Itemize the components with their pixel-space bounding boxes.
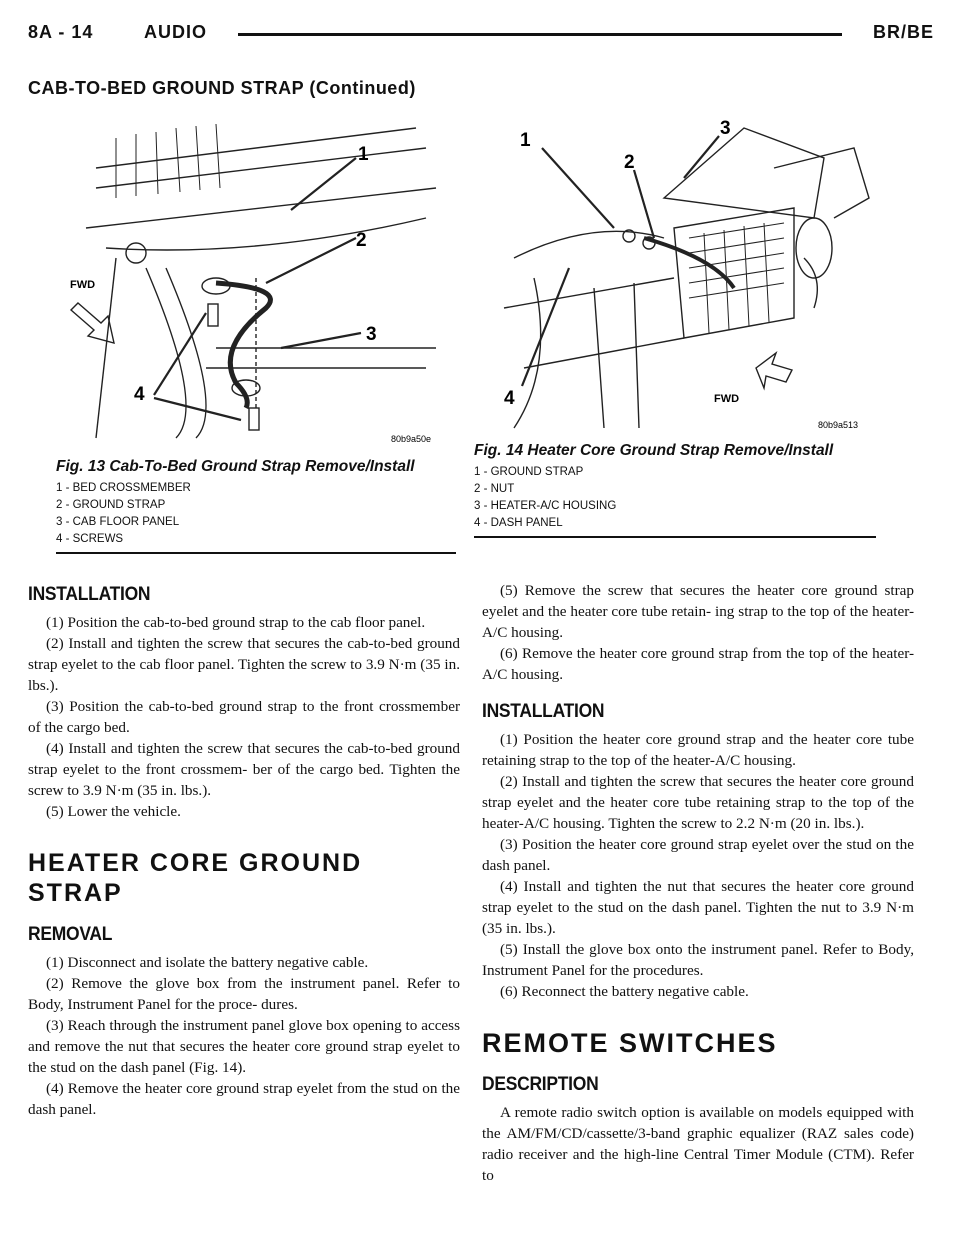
remote-switches-heading: REMOTE SWITCHES: [482, 1028, 778, 1058]
legend-item: 1 - BED CROSSMEMBER: [56, 482, 191, 494]
heater-core-heading: HEATER CORE GROUND STRAP: [28, 849, 363, 907]
removal-heading: REMOVAL: [28, 924, 113, 945]
installation-step: (6) Reconnect the battery negative cable.: [500, 983, 749, 1000]
figure-13: [56, 108, 456, 554]
legend-item: 2 - NUT: [474, 483, 515, 495]
callout-3: 3: [720, 118, 731, 139]
figure-14: [474, 108, 876, 538]
removal-step: (6) Remove the heater core ground strap from the top of the heater-A/C housing.: [482, 645, 914, 683]
installation-step: (3) Position the heater core ground strap eyelet over the stud on the dash panel.: [482, 836, 914, 874]
page-header: [28, 22, 934, 62]
right-column: [482, 580, 914, 1186]
removal-step: (1) Disconnect and isolate the battery negative cable.: [46, 954, 369, 971]
installation-step: (5) Install the glove box onto the instrument panel. Refer to Body, Instrument Panel for the procedures.: [482, 941, 914, 979]
callout-4: 4: [134, 384, 145, 405]
section-name: AUDIO: [144, 22, 207, 42]
legend-item: 3 - HEATER-A/C HOUSING: [474, 500, 617, 512]
legend-item: 2 - GROUND STRAP: [56, 499, 166, 511]
callout-2: 2: [624, 152, 635, 173]
removal-step: (5) Remove the screw that secures the heater core ground strap eyelet and the heater core tube retain- ing strap to the top of the heater-A/C housing.: [482, 582, 914, 641]
left-column: [28, 584, 460, 1120]
figure-code: 80b9a513: [818, 420, 859, 430]
figure-rule: [56, 552, 456, 554]
removal-step: (2) Remove the glove box from the instrument panel. Refer to Body, Instrument Panel for the proce- dures.: [28, 975, 460, 1013]
callout-1: 1: [520, 130, 531, 151]
legend-item: 4 - DASH PANEL: [474, 517, 563, 529]
installation-step: (1) Position the cab-to-bed ground strap to the cab floor panel.: [46, 614, 426, 631]
figure-13-legend: [56, 480, 456, 548]
installation-step: (4) Install and tighten the nut that secures the heater core ground strap eyelet to the stud on the dash panel. Tighten the nut to 3.9 N·m (35 in. lbs.).: [482, 878, 914, 937]
installation-heading: INSTALLATION: [28, 584, 151, 605]
installation-step: (1) Position the heater core ground strap and the heater core tube retaining strap to the top of the heater-A/C housing.: [482, 731, 914, 769]
description-heading: DESCRIPTION: [482, 1074, 599, 1095]
header-rule: [238, 33, 842, 36]
description-text: A remote radio switch option is available on models equipped with the AM/FM/CD/cassette/3-band graphic equalizer (RAZ sales code) radio receiver and the high-line Central Timer Module (CTM). Refer to: [482, 1104, 914, 1184]
legend-item: 4 - SCREWS: [56, 533, 124, 545]
removal-step: (4) Remove the heater core ground strap eyelet from the stud on the dash panel.: [28, 1080, 460, 1118]
continued-title: CAB-TO-BED GROUND STRAP (Continued): [28, 78, 416, 98]
figure-code: 80b9a50e: [391, 434, 432, 444]
installation-step: (5) Lower the vehicle.: [46, 803, 181, 820]
callout-4: 4: [504, 388, 515, 409]
removal-step: (3) Reach through the instrument panel glove box opening to access and remove the nut that secures the heater core ground strap eyelet to the stud on the dash panel (Fig. 14).: [28, 1017, 460, 1076]
figure-14-caption: Fig. 14 Heater Core Ground Strap Remove/Install: [474, 442, 834, 459]
installation-heading: INSTALLATION: [482, 701, 605, 722]
figure-14-illustration: [474, 108, 876, 438]
figure-13-illustration: [56, 108, 456, 448]
callout-1: 1: [358, 144, 369, 165]
fwd-label: FWD: [714, 393, 740, 405]
legend-item: 3 - CAB FLOOR PANEL: [56, 516, 180, 528]
installation-step: (2) Install and tighten the screw that secures the heater core ground strap eyelet and the heater core tube retaining strap to the top of the heater-A/C housing. Tighten the screw to 2.2 N·m (20 in. lbs.).: [482, 773, 914, 832]
installation-step: (4) Install and tighten the screw that secures the cab-to-bed ground strap eyelet to the front crossmem- ber of the cargo bed. Tighten the screw to 3.9 N·m (35 in. lbs.).: [28, 740, 460, 799]
page-number: 8A - 14: [28, 22, 94, 42]
callout-3: 3: [366, 324, 377, 345]
installation-step: (2) Install and tighten the screw that secures the cab-to-bed ground strap eyelet to the cab floor panel. Tighten the screw to 3.9 N·m (35 in. lbs.).: [28, 635, 460, 694]
model-code: BR/BE: [872, 22, 934, 42]
figure-13-caption: Fig. 13 Cab-To-Bed Ground Strap Remove/Install: [56, 458, 415, 475]
legend-item: 1 - GROUND STRAP: [474, 466, 584, 478]
installation-step: (3) Position the cab-to-bed ground strap to the front crossmember of the cargo bed.: [28, 698, 460, 736]
figure-14-legend: [474, 464, 876, 532]
fwd-label: FWD: [70, 279, 96, 291]
callout-2: 2: [356, 230, 367, 251]
figure-rule: [474, 536, 876, 538]
